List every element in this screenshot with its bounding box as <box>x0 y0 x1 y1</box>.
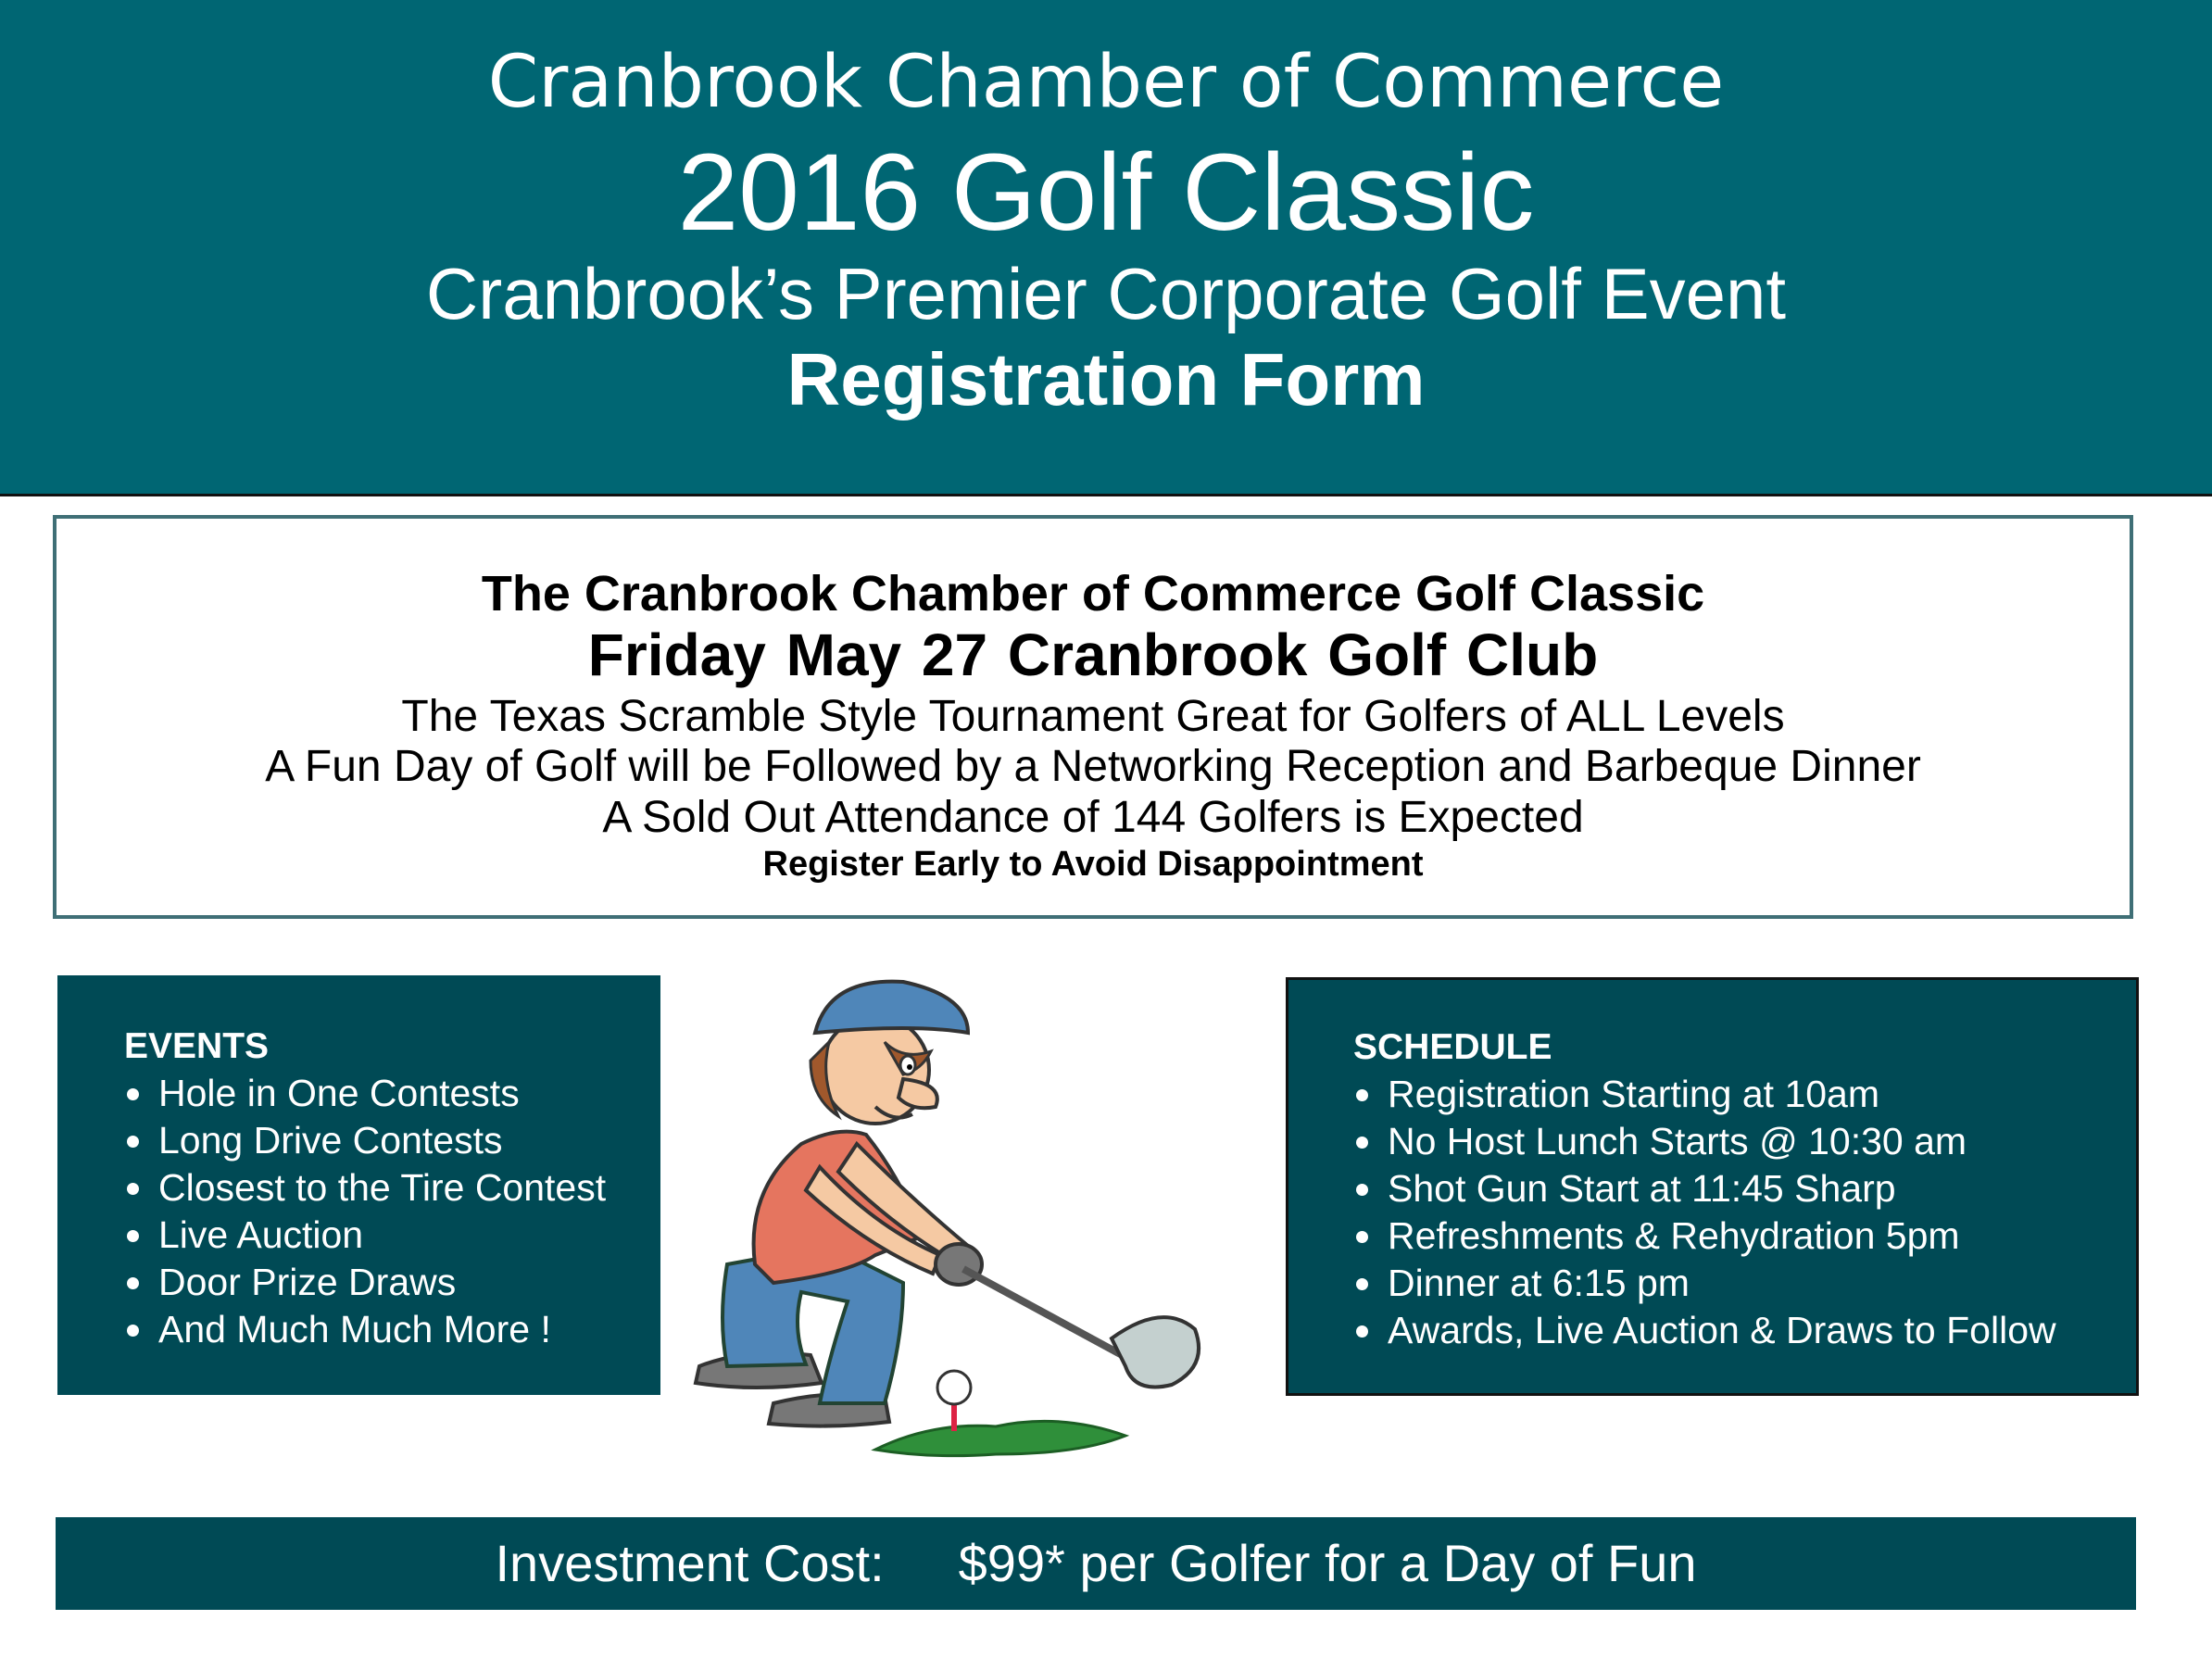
events-list <box>124 1070 660 1353</box>
intro-heading: The Cranbrook Chamber of Commerce Golf Classic <box>481 566 1705 622</box>
list-item: Hole in One Contests <box>124 1070 660 1117</box>
events-panel <box>57 975 660 1395</box>
date-venue: Friday May 27 Cranbrook Golf Club <box>587 622 1599 688</box>
list-item: Dinner at 6:15 pm <box>1353 1260 2136 1307</box>
schedule-list <box>1353 1071 2136 1354</box>
intro-line-3: A Sold Out Attendance of 144 Golfers is Expected <box>602 793 1584 842</box>
list-item: Awards, Live Auction & Draws to Follow <box>1353 1307 2136 1354</box>
list-item: Shot Gun Start at 11:45 Sharp <box>1353 1165 2136 1212</box>
register-early-note: Register Early to Avoid Disappointment <box>762 845 1424 884</box>
cost-value: $99* per Golfer for a Day of Fun <box>958 1534 1697 1592</box>
intro-box <box>53 515 2133 919</box>
list-item: No Host Lunch Starts @ 10:30 am <box>1353 1118 2136 1165</box>
list-item: Registration Starting at 10am <box>1353 1071 2136 1118</box>
investment-cost-bar <box>56 1517 2136 1610</box>
header-banner <box>0 0 2212 496</box>
schedule-title: SCHEDULE <box>1353 1027 1552 1067</box>
events-title: EVENTS <box>124 1026 270 1066</box>
list-item: Long Drive Contests <box>124 1117 660 1164</box>
intro-line-2: A Fun Day of Golf will be Followed by a Networking Reception and Barbeque Dinner <box>265 742 1921 791</box>
schedule-panel <box>1286 977 2139 1396</box>
organization-name: Cranbrook Chamber of Commerce <box>487 41 1725 124</box>
list-item: And Much Much More ! <box>124 1306 660 1353</box>
list-item: Refreshments & Rehydration 5pm <box>1353 1212 2136 1260</box>
golfer-cartoon-icon <box>690 968 1255 1473</box>
event-title: 2016 Golf Classic <box>677 132 1535 254</box>
cost-label: Investment Cost: <box>495 1534 885 1592</box>
list-item: Door Prize Draws <box>124 1259 660 1306</box>
form-title: Registration Form <box>786 338 1426 421</box>
list-item: Closest to the Tire Contest <box>124 1164 660 1212</box>
event-subtitle: Cranbrook’s Premier Corporate Golf Event <box>425 253 1787 334</box>
list-item: Live Auction <box>124 1212 660 1259</box>
intro-line-1: The Texas Scramble Style Tournament Great for Golfers of ALL Levels <box>401 692 1785 741</box>
